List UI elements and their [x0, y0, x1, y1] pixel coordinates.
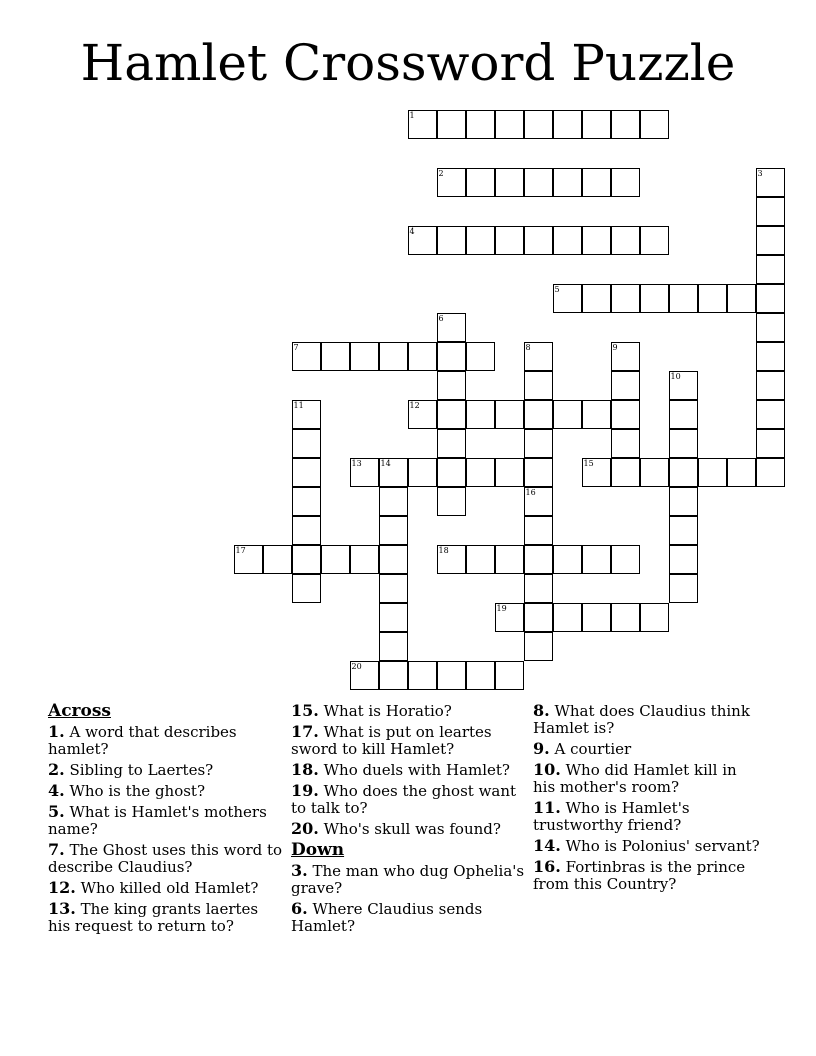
- grid-cell[interactable]: [553, 400, 582, 429]
- grid-cell[interactable]: [292, 487, 321, 516]
- grid-cell[interactable]: [379, 603, 408, 632]
- grid-cell[interactable]: [553, 545, 582, 574]
- grid-cell[interactable]: [640, 284, 669, 313]
- grid-cell[interactable]: [524, 545, 553, 574]
- page-title: Hamlet Crossword Puzzle: [80, 34, 736, 92]
- grid-cell[interactable]: [582, 400, 611, 429]
- grid-cell[interactable]: [553, 603, 582, 632]
- grid-cell[interactable]: [582, 168, 611, 197]
- grid-cell[interactable]: [640, 226, 669, 255]
- clue-item: [291, 782, 527, 817]
- grid-cell[interactable]: [669, 371, 698, 400]
- clue-text: Who is Polonius' servant?: [560, 837, 760, 855]
- clue-item: [533, 702, 763, 737]
- clue-text: The king grants laertes his request to return to?: [48, 900, 259, 935]
- clue-text: A word that describes hamlet?: [48, 723, 237, 758]
- clue-number: 2.: [48, 760, 65, 779]
- clues-column-1: [48, 702, 284, 938]
- clue-item: [291, 702, 527, 720]
- grid-cell[interactable]: [582, 458, 611, 487]
- grid-cell[interactable]: [524, 400, 553, 429]
- clue-number: 5.: [48, 802, 65, 821]
- grid-cell[interactable]: [640, 603, 669, 632]
- grid-cell[interactable]: [437, 400, 466, 429]
- clue-text: Who's skull was found?: [318, 820, 501, 838]
- clue-text: A courtier: [549, 740, 632, 758]
- clue-number-label: 15: [583, 459, 594, 468]
- grid-cell[interactable]: [727, 458, 756, 487]
- clue-text: Where Claudius sends Hamlet?: [291, 900, 483, 935]
- grid-cell[interactable]: [292, 458, 321, 487]
- clue-text: Who does the ghost want to talk to?: [291, 782, 517, 817]
- clue-item: [48, 803, 284, 838]
- grid-cell[interactable]: [669, 545, 698, 574]
- clue-number-label: 5: [554, 285, 560, 294]
- grid-cell[interactable]: [292, 342, 321, 371]
- clue-item: [48, 879, 284, 897]
- grid-cell[interactable]: [698, 458, 727, 487]
- clue-number: 19.: [291, 781, 319, 800]
- grid-cell[interactable]: [292, 516, 321, 545]
- clues-column-2: [291, 702, 527, 938]
- grid-cell[interactable]: [669, 400, 698, 429]
- grid-cell[interactable]: [408, 400, 437, 429]
- clue-number-label: 12: [409, 401, 420, 410]
- grid-cell[interactable]: [582, 226, 611, 255]
- clue-item: [48, 761, 284, 779]
- clue-number: 9.: [533, 739, 550, 758]
- grid-cell[interactable]: [379, 487, 408, 516]
- grid-cell[interactable]: [263, 545, 292, 574]
- clue-item: [533, 740, 763, 758]
- grid-cell[interactable]: [408, 226, 437, 255]
- clue-number-label: 2: [438, 169, 444, 178]
- grid-cell[interactable]: [611, 226, 640, 255]
- grid-cell[interactable]: [669, 284, 698, 313]
- clue-number: 8.: [533, 701, 550, 720]
- grid-cell[interactable]: [437, 371, 466, 400]
- grid-cell[interactable]: [524, 342, 553, 371]
- grid-cell[interactable]: [524, 168, 553, 197]
- grid-cell[interactable]: [379, 545, 408, 574]
- grid-cell[interactable]: [437, 487, 466, 516]
- grid-cell[interactable]: [756, 168, 785, 197]
- grid-cell[interactable]: [611, 342, 640, 371]
- grid-cell[interactable]: [669, 458, 698, 487]
- grid-cell[interactable]: [466, 661, 495, 690]
- grid-cell[interactable]: [582, 603, 611, 632]
- across-heading: Across: [48, 701, 111, 721]
- grid-cell[interactable]: [466, 458, 495, 487]
- grid-cell[interactable]: [756, 284, 785, 313]
- grid-cell[interactable]: [437, 661, 466, 690]
- clue-number-label: 1: [409, 111, 415, 120]
- grid-cell[interactable]: [379, 342, 408, 371]
- clue-number: 7.: [48, 840, 65, 859]
- clue-item: [533, 858, 763, 893]
- clue-text: Who is the ghost?: [64, 782, 206, 800]
- grid-cell[interactable]: [292, 545, 321, 574]
- clue-text: Fortinbras is the prince from this Country?: [533, 858, 746, 893]
- grid-cell[interactable]: [379, 458, 408, 487]
- grid-cell[interactable]: [524, 603, 553, 632]
- grid-cell[interactable]: [611, 545, 640, 574]
- grid-cell[interactable]: [292, 574, 321, 603]
- grid-cell[interactable]: [234, 545, 263, 574]
- grid-cell[interactable]: [437, 458, 466, 487]
- clue-number-label: 3: [757, 169, 763, 178]
- grid-cell[interactable]: [756, 458, 785, 487]
- clue-number: 20.: [291, 819, 319, 838]
- clue-number: 10.: [533, 760, 561, 779]
- grid-cell[interactable]: [350, 458, 379, 487]
- clue-number: 12.: [48, 878, 76, 897]
- grid-cell[interactable]: [553, 110, 582, 139]
- grid-cell[interactable]: [408, 661, 437, 690]
- grid-cell[interactable]: [437, 226, 466, 255]
- grid-cell[interactable]: [437, 342, 466, 371]
- grid-cell[interactable]: [408, 458, 437, 487]
- grid-cell[interactable]: [640, 458, 669, 487]
- grid-cell[interactable]: [466, 168, 495, 197]
- grid-cell[interactable]: [379, 661, 408, 690]
- down-clue-list: [291, 862, 527, 935]
- grid-cell[interactable]: [756, 371, 785, 400]
- grid-cell[interactable]: [379, 574, 408, 603]
- grid-cell[interactable]: [611, 284, 640, 313]
- clue-text: What is Hamlet's mothers name?: [48, 803, 267, 838]
- grid-cell[interactable]: [437, 545, 466, 574]
- clue-text: Who killed old Hamlet?: [75, 879, 259, 897]
- grid-cell[interactable]: [408, 110, 437, 139]
- clue-number-label: 19: [496, 604, 507, 613]
- grid-cell[interactable]: [495, 400, 524, 429]
- grid-cell[interactable]: [756, 429, 785, 458]
- clue-item: [291, 761, 527, 779]
- grid-cell[interactable]: [495, 458, 524, 487]
- grid-cell[interactable]: [350, 545, 379, 574]
- grid-cell[interactable]: [437, 313, 466, 342]
- grid-cell[interactable]: [495, 603, 524, 632]
- grid-cell[interactable]: [553, 226, 582, 255]
- grid-cell[interactable]: [582, 545, 611, 574]
- clue-number: 4.: [48, 781, 65, 800]
- grid-cell[interactable]: [292, 400, 321, 429]
- across-clue-list: [48, 723, 284, 935]
- grid-cell[interactable]: [408, 342, 437, 371]
- down-clue-list-continued: [533, 702, 763, 893]
- grid-cell[interactable]: [437, 110, 466, 139]
- grid-cell[interactable]: [524, 371, 553, 400]
- clue-text: The man who dug Ophelia's grave?: [291, 862, 525, 897]
- across-clue-list-continued: [291, 702, 527, 838]
- grid-cell[interactable]: [727, 284, 756, 313]
- grid-cell[interactable]: [379, 632, 408, 661]
- clue-text: Who duels with Hamlet?: [318, 761, 510, 779]
- grid-cell[interactable]: [756, 400, 785, 429]
- grid-cell[interactable]: [524, 487, 553, 516]
- grid-cell[interactable]: [524, 110, 553, 139]
- grid-cell[interactable]: [611, 168, 640, 197]
- clue-number: 14.: [533, 836, 561, 855]
- clue-item: [533, 761, 763, 796]
- grid-cell[interactable]: [524, 429, 553, 458]
- clue-number: 6.: [291, 899, 308, 918]
- grid-cell[interactable]: [582, 284, 611, 313]
- grid-cell[interactable]: [756, 313, 785, 342]
- grid-cell[interactable]: [756, 342, 785, 371]
- clue-item: [291, 820, 527, 838]
- grid-cell[interactable]: [437, 429, 466, 458]
- down-heading: Down: [291, 840, 345, 860]
- clue-item: [533, 837, 763, 855]
- grid-cell[interactable]: [321, 342, 350, 371]
- clue-number-label: 18: [438, 546, 449, 555]
- clue-number-label: 6: [438, 314, 444, 323]
- clue-item: [291, 723, 527, 758]
- grid-cell[interactable]: [466, 342, 495, 371]
- grid-cell[interactable]: [669, 574, 698, 603]
- clue-item: [291, 900, 527, 935]
- grid-cell[interactable]: [524, 458, 553, 487]
- grid-cell[interactable]: [611, 371, 640, 400]
- clue-number: 3.: [291, 861, 308, 880]
- grid-cell[interactable]: [437, 168, 466, 197]
- clue-text: What does Claudius think Hamlet is?: [533, 702, 750, 737]
- grid-cell[interactable]: [669, 487, 698, 516]
- clue-number-label: 16: [525, 488, 536, 497]
- clue-text: Sibling to Laertes?: [64, 761, 214, 779]
- clue-number-label: 7: [293, 343, 299, 352]
- clue-text: What is Horatio?: [318, 702, 452, 720]
- grid-cell[interactable]: [669, 516, 698, 545]
- clue-text: Who did Hamlet kill in his mother's room?: [533, 761, 737, 796]
- clue-text: What is put on leartes sword to kill Hamlet?: [291, 723, 492, 758]
- grid-cell[interactable]: [524, 574, 553, 603]
- clue-number-label: 13: [351, 459, 362, 468]
- clue-item: [48, 841, 284, 876]
- grid-cell[interactable]: [379, 516, 408, 545]
- grid-cell[interactable]: [756, 255, 785, 284]
- clue-number-label: 10: [670, 372, 681, 381]
- clue-number: 11.: [533, 798, 561, 817]
- grid-cell[interactable]: [466, 110, 495, 139]
- grid-cell[interactable]: [524, 516, 553, 545]
- clue-item: [291, 862, 527, 897]
- clue-number-label: 8: [525, 343, 531, 352]
- clue-number-label: 14: [380, 459, 391, 468]
- clue-number: 16.: [533, 857, 561, 876]
- clues-column-3: [533, 702, 763, 896]
- grid-cell[interactable]: [611, 110, 640, 139]
- clue-text: Who is Hamlet's trustworthy friend?: [533, 799, 690, 834]
- grid-cell[interactable]: [756, 197, 785, 226]
- grid-cell[interactable]: [611, 400, 640, 429]
- grid-cell[interactable]: [524, 226, 553, 255]
- grid-cell[interactable]: [350, 661, 379, 690]
- grid-cell[interactable]: [698, 284, 727, 313]
- grid-cell[interactable]: [495, 110, 524, 139]
- grid-cell[interactable]: [350, 342, 379, 371]
- clue-text: The Ghost uses this word to describe Claudius?: [48, 841, 283, 876]
- grid-cell[interactable]: [640, 110, 669, 139]
- clue-item: [48, 723, 284, 758]
- clue-number-label: 17: [235, 546, 246, 555]
- grid-cell[interactable]: [495, 168, 524, 197]
- clue-item: [48, 782, 284, 800]
- clue-number: 17.: [291, 722, 319, 741]
- clue-number-label: 9: [612, 343, 618, 352]
- grid-cell[interactable]: [495, 226, 524, 255]
- clue-number: 13.: [48, 899, 76, 918]
- grid-cell[interactable]: [669, 429, 698, 458]
- clue-item: [533, 799, 763, 834]
- clue-number-label: 11: [293, 401, 304, 410]
- grid-cell[interactable]: [495, 545, 524, 574]
- grid-cell[interactable]: [524, 632, 553, 661]
- grid-cell[interactable]: [611, 458, 640, 487]
- clue-number: 1.: [48, 722, 65, 741]
- grid-cell[interactable]: [611, 429, 640, 458]
- grid-cell[interactable]: [611, 603, 640, 632]
- clue-item: [48, 900, 284, 935]
- grid-cell[interactable]: [466, 226, 495, 255]
- clue-number: 18.: [291, 760, 319, 779]
- grid-cell[interactable]: [553, 168, 582, 197]
- grid-cell[interactable]: [466, 400, 495, 429]
- grid-cell[interactable]: [756, 226, 785, 255]
- clue-number-label: 4: [409, 227, 415, 236]
- grid-cell[interactable]: [321, 545, 350, 574]
- grid-cell[interactable]: [292, 429, 321, 458]
- grid-cell[interactable]: [582, 110, 611, 139]
- clue-number-label: 20: [351, 662, 362, 671]
- grid-cell[interactable]: [553, 284, 582, 313]
- grid-cell[interactable]: [495, 661, 524, 690]
- clue-number: 15.: [291, 701, 319, 720]
- grid-cell[interactable]: [466, 545, 495, 574]
